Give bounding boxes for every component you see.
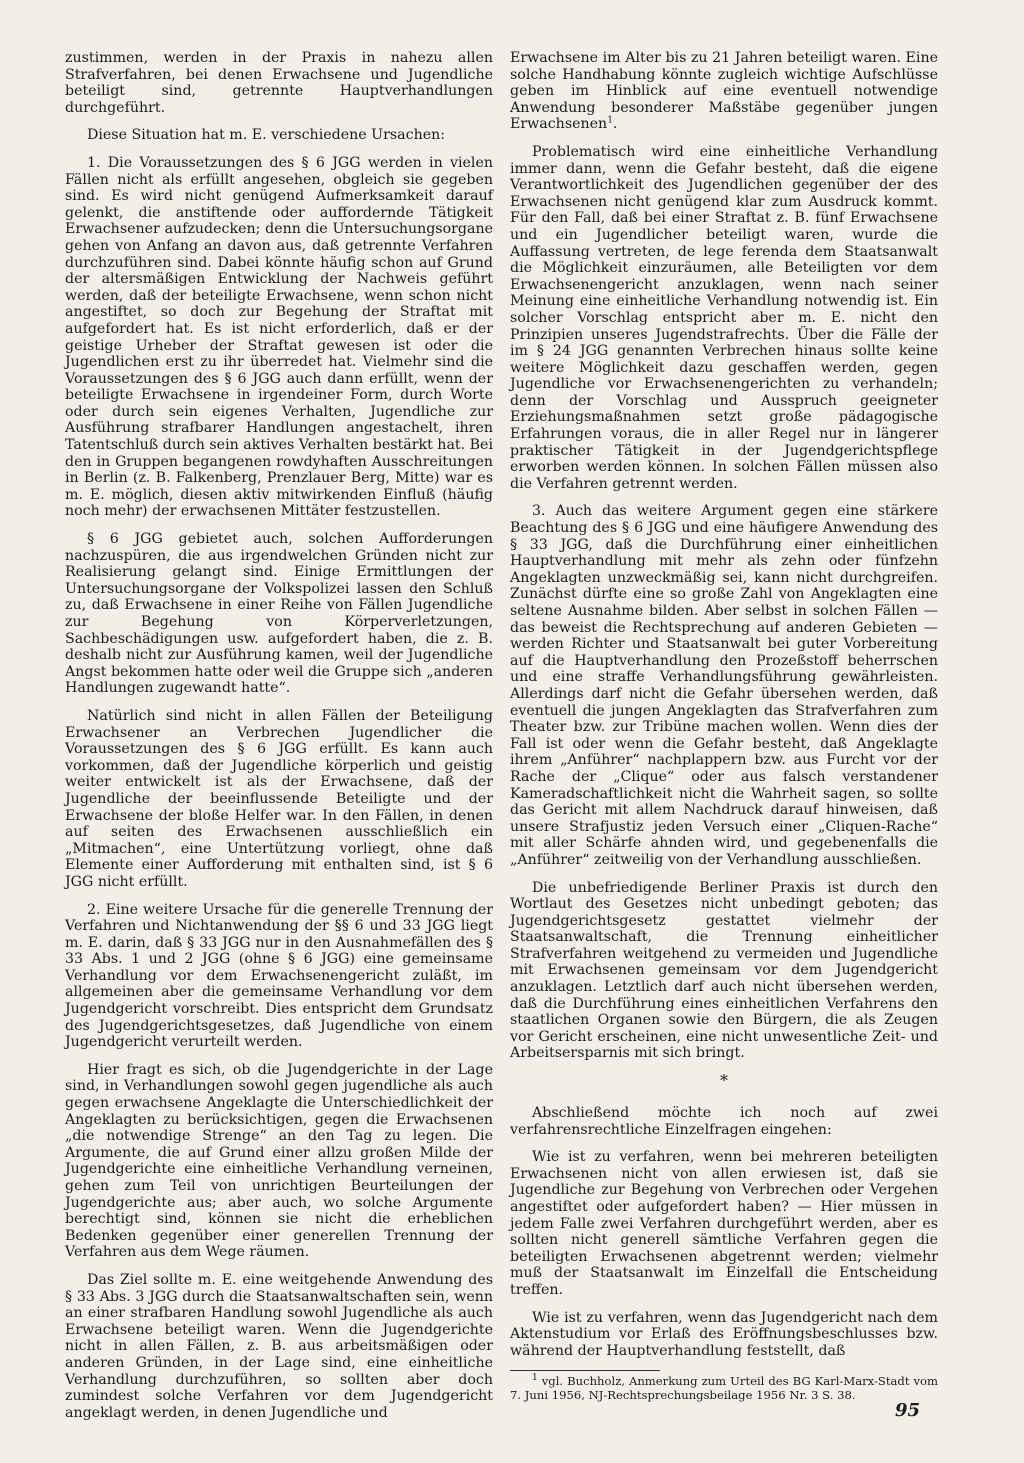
footnote-divider — [510, 1370, 660, 1371]
page-number: 95 — [895, 1400, 921, 1421]
paragraph: § 6 JGG gebietet auch, solchen Aufforderungen nachzuspüren, die aus irgendwelchen Gründen nicht zur Realisierung gelangt sind. Einige Ermittlungen der Untersuchungsorgane der Volkspolizei lassen den Schluß zu, daß Erwachsene in einer Reihe von Fällen Jugendliche zur Begehung von Körperverletzungen, Sachbeschädigungen usw. aufgefordert haben, die z. B. deshalb nicht zur Ausführung kamen, weil der Jugendliche Angst bekommen hatte oder weil die Gruppe sich „anderen Handlungen zugewandt hatte“. — [65, 531, 493, 697]
paragraph-text: Erwachsene im Alter bis zu 21 Jahren beteiligt waren. Eine solche Handhabung könnte zugleich wichtige Aufschlüsse geben im Hinblick auf eine eventuell notwendige Anwendung besonderer Maßstäbe gegenüber jungen Erwachsenen — [510, 50, 938, 133]
paragraph: Wie ist zu verfahren, wenn das Jugendgericht nach dem Aktenstudium vor Erlaß des Eröffnungsbeschlusses bzw. während der Hauptverhandlung feststellt, daß — [510, 1309, 938, 1359]
left-column — [65, 50, 493, 1432]
footnote-text: vgl. Buchholz, Anmerkung zum Urteil des BG Karl-Marx-Stadt vom 7. Juni 1956, NJ-Rechtsprechungsbeilage 1956 Nr. 3 S. 38. — [510, 1374, 939, 1402]
paragraph: Problematisch wird eine einheitliche Verhandlung immer dann, wenn die Gefahr besteht, daß die eigene Verantwortlichkeit des Jugendlichen gegenüber der des Erwachsenen nicht genügend klar zum Ausdruck kommt. Für den Fall, daß bei einer Straftat z. B. fünf Erwachsene und ein Jugendlicher beteiligt waren, wurde die Auffassung vertreten, de lege ferenda dem Staatsanwalt die Möglichkeit einzuräumen, alle Beteiligten vor dem Erwachsenengericht anzuklagen, wenn nach seiner Meinung eine einheitliche Verhandlung notwendig ist. Ein solcher Vorschlag entspricht aber m. E. nicht den Prinzipien unseres Jugendstrafrechts. Über die Fälle der im § 24 JGG genannten Verbrechen hinaus sollte keine weitere Möglichkeit dazu geschaffen werden, gegen Jugendliche vor Erwachsenengerichten zu verhandeln; denn der Vorschlag und Ausspruch geeigneter Erziehungsmaßnahmen setzt große pädagogische Erfahrungen voraus, die in aller Regel nur in längerer praktischer Tätigkeit in der Jugendgerichtspflege erworben werden können. In solchen Fällen müssen also die Verfahren getrennt werden. — [510, 143, 938, 492]
footnote-reference: 1 — [607, 115, 613, 126]
paragraph: Natürlich sind nicht in allen Fällen der Beteiligung Erwachsener an Verbrechen Jugendlicher die Voraussetzungen des § 6 JGG erfüllt. Es kann auch vorkommen, daß der Jugendliche körperlich und geistig weiter entwickelt ist als der Erwachsene, daß der Jugendliche der beeinflussende Beteiligte und der Erwachsene der bloße Helfer war. In den Fällen, in denen auf seiten des Erwachsenen ausschließlich ein „Mitmachen“, eine Untertützung vorliegt, ohne daß Elemente einer Aufforderung mit enthalten sind, ist § 6 JGG nicht erfüllt. — [65, 707, 493, 890]
paragraph-text-end: . — [612, 116, 618, 133]
paragraph: Wie ist zu verfahren, wenn bei mehreren beteiligten Erwachsenen nicht von allen erwiesen ist, daß sie Jugendliche zur Begehung von Verbrechen oder Vergehen angestiftet oder aufgefordert haben? — Hier müssen in jedem Falle zwei Verfahren durchgeführt werden, aber es sollten nicht generell sämtliche Verfahren gegen die beteiligten Erwachsenen abgetrennt werden; vielmehr muß der Staatsanwalt im Einzelfall die Entscheidung treffen. — [510, 1149, 938, 1298]
paragraph: Hier fragt es sich, ob die Jugendgerichte in der Lage sind, in Verhandlungen sowohl gegen jugendliche als auch gegen erwachsene Angeklagte die Unterschiedlichkeit der Angeklagten zu berücksichtigen, gegen die Erwachsenen „die notwendige Strenge“ an den Tag zu legen. Die Argumente, die auf Grund einer allzu großen Milde der Jugendgerichte eine einheitliche Verhandlung verneinen, gehen zum Teil von unrichtigen Beurteilungen der Jugendgerichte aus; aber auch, wo solche Argumente berechtigt sind, können sie nicht die erheblichen Bedenken gegenüber einer generellen Trennung der Verfahren aus dem Wege räumen. — [65, 1061, 493, 1261]
footnote-marker: 1 — [532, 1373, 538, 1384]
paragraph: Abschließend möchte ich noch auf zwei verfahrensrechtliche Einzelfragen eingehen: — [510, 1105, 938, 1138]
right-column — [510, 50, 938, 1413]
paragraph — [510, 50, 938, 133]
footnote — [510, 1375, 938, 1402]
section-separator: * — [720, 1071, 728, 1091]
paragraph: Diese Situation hat m. E. verschiedene Ursachen: — [87, 127, 446, 144]
paragraph: 3. Auch das weitere Argument gegen eine stärkere Beachtung des § 6 JGG und eine häufigere Anwendung des § 33 JGG, daß die Durchführung einer einheitlichen Hauptverhandlung mit mehr als zehn oder fünfzehn Angeklagten unzweckmäßig sei, kann nicht durchgreifen. Zunächst dürfte eine so große Zahl von Angeklagten eine seltene Ausnahme bilden. Aber selbst in solchen Fällen — das beweist die Rechtsprechung auf anderen Gebieten — werden Richter und Staatsanwalt bei guter Vorbereitung auf die Hauptverhandlung den Prozeßstoff beherrschen und eine straffe Verhandlungsführung gewährleisten. Allerdings darf nicht die Gefahr übersehen werden, daß eventuell die jungen Angeklagten das Strafverfahren zum Theater bzw. zur Tribüne machen wollen. Wenn dies der Fall ist oder wenn die Gefahr besteht, daß Angeklagte ihrem „Anführer“ nachplappern bzw. aus Furcht vor der Rache der „Clique“ oder aus falsch verstandener Kameradschaftlichkeit nicht die Wahrheit sagen, so sollte das Gericht mit allem Nachdruck darauf hinweisen, daß unsere Strafjustiz jeden Versuch einer „Cliquen-Rache“ mit aller Schärfe ahnden wird, und gegebenenfalls die „Anführer“ zeitweilig von der Verhandlung ausschließen. — [510, 503, 938, 868]
paragraph: Das Ziel sollte m. E. eine weitgehende Anwendung des § 33 Abs. 3 JGG durch die Staatsanwaltschaften sein, wenn an einer strafbaren Handlung sowohl Jugendliche als auch Erwachsene beteiligt waren. Wenn die Jugendgerichte nicht in allen Fällen, z. B. aus arbeitsmäßigen oder anderen Gründen, in der Lage sind, eine einheitliche Verhandlung durchzuführen, so sollten aber doch zumindest solche Verfahren vor dem Jugendgericht angeklagt werden, in denen Jugendliche und — [65, 1271, 493, 1421]
paragraph: Die unbefriedigende Berliner Praxis ist durch den Wortlaut des Gesetzes nicht unbedingt geboten; das Jugendgerichtsgesetz gestattet vielmehr der Staatsanwaltschaft, die Trennung einheitlicher Strafverfahren weitgehend zu vermeiden und Jugendliche mit Erwachsenen gemeinsam vor dem Jugendgericht anzuklagen. Letztlich darf auch nicht übersehen werden, daß die Durchführung eines einheitlichen Verfahrens den staatlichen Organen sowie den Bürgern, die als Zeugen vor Gericht erscheinen, eine nicht unwesentliche Zeit- und Arbeitsersparnis mit sich bringt. — [510, 879, 938, 1062]
paragraph: 1. Die Voraussetzungen des § 6 JGG werden in vielen Fällen nicht als erfüllt angesehen, obgleich sie gegeben sind. Es wird nicht genügend Aufmerksamkeit darauf gelenkt, die anstiftende oder auffordernde Tätigkeit Erwachsener aufzudecken; denn die Untersuchungsorgane gehen von Anfang an davon aus, daß getrennte Verfahren durchzuführen sind. Dabei könnte häufig schon auf Grund der altersmäßigen Entwicklung der Nachweis geführt werden, daß der beteiligte Erwachsene, wenn schon nicht angestiftet, so doch zur Begehung der Straftat mit aufgefordert hat. Es ist nicht erforderlich, daß er der geistige Urheber der Straftat gewesen ist oder die Jugendlichen erst zu ihr überredet hat. Vielmehr sind die Voraussetzungen des § 6 JGG auch dann erfüllt, wenn der beteiligte Erwachsene in irgendeiner Form, durch Worte oder durch sein eigenes Verhalten, Jugendliche zur Ausführung strafbarer Handlungen angestachelt, ihren Tatentschluß durch sein aktives Verhalten bestärkt hat. Bei den in Gruppen begangenen rowdyhaften Ausschreitungen in Berlin (z. B. Falkenberg, Prenzlauer Berg, Mitte) war es m. E. möglich, diesen aktiv mitwirkenden Einfluß (häufig noch mehr) der erwachsenen Mittäter festzustellen. — [65, 154, 493, 520]
paragraph: zustimmen, werden in der Praxis in nahezu allen Strafverfahren, bei denen Erwachsene und Jugendliche beteiligt sind, getrennte Hauptverhandlungen durchgeführt. — [65, 50, 493, 116]
paragraph: 2. Eine weitere Ursache für die generelle Trennung der Verfahren und Nichtanwendung der §§ 6 und 33 JGG liegt m. E. darin, daß § 33 JGG nur in den Ausnahmefällen des § 33 Abs. 1 und 2 JGG (ohne § 6 JGG) eine gemeinsame Verhandlung vor dem Erwachsenengericht zuläßt, im allgemeinen aber die gemeinsame Verhandlung vor dem Jugendgericht vorschreibt. Dies entspricht dem Grundsatz des Jugendgerichtsgesetzes, daß Jugendliche von einem Jugendgericht verurteilt werden. — [65, 901, 493, 1051]
